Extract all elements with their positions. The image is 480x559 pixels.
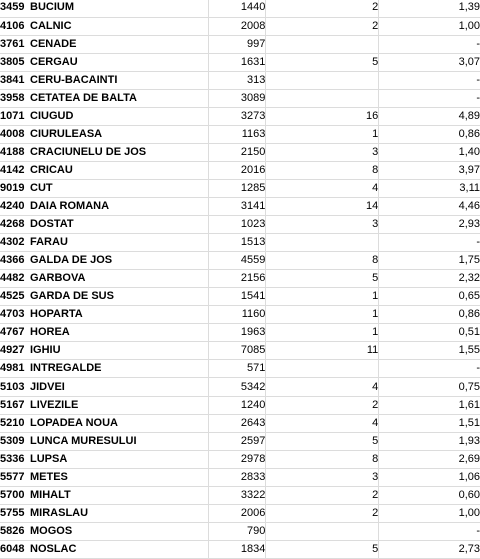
locality-cell[interactable]	[0, 540, 209, 558]
rate-cell[interactable]: 2,32	[379, 270, 480, 288]
population-cell[interactable]: 2597	[209, 432, 266, 450]
table-row	[0, 342, 480, 360]
locality-name: METES	[30, 470, 68, 483]
table-row	[0, 486, 480, 504]
locality-cell[interactable]	[0, 522, 209, 540]
locality-name: CALNIC	[30, 19, 72, 32]
count-cell[interactable]: 11	[266, 342, 379, 360]
population-cell[interactable]: 3322	[209, 486, 266, 504]
population-cell[interactable]: 3089	[209, 89, 266, 107]
locality-cell[interactable]	[0, 432, 209, 450]
locality-name: BUCIUM	[30, 1, 74, 14]
locality-code: 5755	[0, 506, 25, 519]
locality-name: DAIA ROMANA	[30, 200, 110, 213]
rate-cell[interactable]: 0,51	[379, 324, 480, 342]
locality-code: 4981	[0, 362, 25, 375]
locality-name: GALDA DE JOS	[30, 254, 113, 267]
locality-cell[interactable]	[0, 143, 209, 161]
rate-cell[interactable]: -	[379, 522, 480, 540]
locality-name: CERGAU	[30, 55, 78, 68]
locality-name: HOREA	[30, 326, 70, 339]
locality-cell[interactable]	[0, 89, 209, 107]
locality-code: 5336	[0, 452, 25, 465]
count-cell[interactable]: 5	[266, 432, 379, 450]
locality-name: MIRASLAU	[30, 506, 89, 519]
locality-cell[interactable]	[0, 486, 209, 504]
locality-cell[interactable]	[0, 216, 209, 234]
count-cell[interactable]	[266, 89, 379, 107]
rate-cell[interactable]: 2,69	[379, 450, 480, 468]
locality-cell[interactable]	[0, 234, 209, 252]
table-row	[0, 522, 480, 540]
rate-cell[interactable]: 1,00	[379, 504, 480, 522]
count-cell[interactable]	[266, 360, 379, 378]
locality-code: 3459	[0, 1, 25, 14]
count-cell[interactable]: 1	[266, 306, 379, 324]
table-row	[0, 234, 480, 252]
locality-name: MOGOS	[30, 524, 73, 537]
count-cell[interactable]: 2	[266, 504, 379, 522]
population-cell[interactable]: 1963	[209, 324, 266, 342]
count-cell[interactable]: 8	[266, 161, 379, 179]
rate-cell[interactable]: 3,97	[379, 161, 480, 179]
locality-cell[interactable]	[0, 35, 209, 53]
population-cell[interactable]: 1631	[209, 53, 266, 71]
rate-cell[interactable]: 0,86	[379, 125, 480, 143]
locality-cell[interactable]	[0, 360, 209, 378]
table-row	[0, 107, 480, 125]
rate-cell[interactable]: 2,93	[379, 216, 480, 234]
locality-code: 3805	[0, 55, 25, 68]
table-row	[0, 161, 480, 179]
table-row	[0, 540, 480, 558]
rate-cell[interactable]: 2,73	[379, 540, 480, 558]
locality-cell[interactable]	[0, 198, 209, 216]
table-row	[0, 450, 480, 468]
locality-name: CERU-BACAINTI	[30, 73, 118, 86]
rate-cell[interactable]: -	[379, 234, 480, 252]
locality-cell[interactable]	[0, 270, 209, 288]
population-cell[interactable]: 1163	[209, 125, 266, 143]
locality-code: 9019	[0, 181, 25, 194]
locality-cell[interactable]	[0, 504, 209, 522]
locality-code: 3958	[0, 91, 25, 104]
locality-code: 5210	[0, 416, 25, 429]
table-row	[0, 35, 480, 53]
population-cell[interactable]: 5342	[209, 378, 266, 396]
rate-cell[interactable]: 3,07	[379, 53, 480, 71]
table-row	[0, 143, 480, 161]
locality-name: CENADE	[30, 37, 77, 50]
locality-cell[interactable]	[0, 306, 209, 324]
count-cell[interactable]: 2	[266, 486, 379, 504]
population-cell[interactable]: 1440	[209, 0, 266, 17]
locality-code: 1071	[0, 109, 25, 122]
table-row	[0, 378, 480, 396]
locality-name: CRICAU	[30, 163, 73, 176]
locality-cell[interactable]	[0, 414, 209, 432]
table-row	[0, 306, 480, 324]
count-cell[interactable]: 5	[266, 270, 379, 288]
count-cell[interactable]: 1	[266, 125, 379, 143]
population-cell[interactable]: 571	[209, 360, 266, 378]
population-cell[interactable]: 4559	[209, 252, 266, 270]
locality-code: 5577	[0, 470, 25, 483]
locality-code: 4703	[0, 308, 25, 321]
locality-code: 3761	[0, 37, 25, 50]
table-row	[0, 71, 480, 89]
rate-cell[interactable]: -	[379, 71, 480, 89]
population-cell[interactable]: 1541	[209, 288, 266, 306]
rate-cell[interactable]: 3,11	[379, 179, 480, 197]
locality-cell[interactable]	[0, 125, 209, 143]
locality-code: 4525	[0, 290, 25, 303]
locality-cell[interactable]	[0, 161, 209, 179]
table-row	[0, 414, 480, 432]
locality-cell[interactable]	[0, 107, 209, 125]
table-row	[0, 179, 480, 197]
count-cell[interactable]: 14	[266, 198, 379, 216]
population-cell[interactable]: 3273	[209, 107, 266, 125]
locality-code: 6048	[0, 542, 25, 555]
population-cell[interactable]: 3141	[209, 198, 266, 216]
locality-code: 4302	[0, 236, 25, 249]
population-cell[interactable]: 2016	[209, 161, 266, 179]
locality-cell[interactable]	[0, 324, 209, 342]
locality-cell[interactable]	[0, 378, 209, 396]
rate-cell[interactable]: 1,00	[379, 17, 480, 35]
population-cell[interactable]: 2008	[209, 17, 266, 35]
locality-cell[interactable]	[0, 17, 209, 35]
count-cell[interactable]: 4	[266, 179, 379, 197]
locality-code: 4188	[0, 145, 25, 158]
rate-cell[interactable]: 0,75	[379, 378, 480, 396]
locality-code: 3841	[0, 73, 25, 86]
locality-name: NOSLAC	[30, 542, 77, 555]
population-cell[interactable]: 2006	[209, 504, 266, 522]
table-row	[0, 324, 480, 342]
rate-cell[interactable]: 0,86	[379, 306, 480, 324]
count-cell[interactable]	[266, 35, 379, 53]
locality-cell[interactable]	[0, 252, 209, 270]
table-row	[0, 396, 480, 414]
population-cell[interactable]: 1160	[209, 306, 266, 324]
table-row	[0, 53, 480, 71]
locality-name: LUPSA	[30, 452, 68, 465]
locality-name: DOSTAT	[30, 218, 74, 231]
count-cell[interactable]: 3	[266, 468, 379, 486]
locality-code: 5103	[0, 380, 25, 393]
locality-cell[interactable]	[0, 71, 209, 89]
locality-code: 4142	[0, 163, 25, 176]
rate-cell[interactable]: 1,51	[379, 414, 480, 432]
count-cell[interactable]	[266, 522, 379, 540]
table-row	[0, 0, 480, 17]
table-row	[0, 17, 480, 35]
locality-name: CUT	[30, 181, 53, 194]
table-row	[0, 89, 480, 107]
locality-cell[interactable]	[0, 53, 209, 71]
locality-cell[interactable]	[0, 288, 209, 306]
rate-cell[interactable]: -	[379, 35, 480, 53]
locality-code: 5700	[0, 488, 25, 501]
locality-cell[interactable]	[0, 342, 209, 360]
population-cell[interactable]: 7085	[209, 342, 266, 360]
rate-cell[interactable]: 1,55	[379, 342, 480, 360]
count-cell[interactable]: 3	[266, 143, 379, 161]
locality-name: JIDVEI	[30, 380, 65, 393]
locality-code: 4767	[0, 326, 25, 339]
locality-cell[interactable]	[0, 0, 209, 17]
locality-code: 4268	[0, 218, 25, 231]
rate-cell[interactable]: 1,40	[379, 143, 480, 161]
locality-code: 5309	[0, 434, 25, 447]
rate-cell[interactable]: 1,39	[379, 0, 480, 17]
count-cell[interactable]: 2	[266, 396, 379, 414]
locality-name: FARAU	[30, 236, 68, 249]
population-cell[interactable]: 2150	[209, 143, 266, 161]
count-cell[interactable]: 5	[266, 540, 379, 558]
population-cell[interactable]: 1023	[209, 216, 266, 234]
population-cell[interactable]: 1240	[209, 396, 266, 414]
population-cell[interactable]: 2833	[209, 468, 266, 486]
table-row	[0, 432, 480, 450]
count-cell[interactable]: 4	[266, 378, 379, 396]
locality-name: LOPADEA NOUA	[30, 416, 118, 429]
rate-cell[interactable]: 1,93	[379, 432, 480, 450]
rate-cell[interactable]: 1,75	[379, 252, 480, 270]
rate-cell[interactable]: 0,60	[379, 486, 480, 504]
locality-name: CRACIUNELU DE JOS	[30, 145, 147, 158]
locality-name: CIUGUD	[30, 109, 74, 122]
table-row	[0, 198, 480, 216]
population-cell[interactable]: 997	[209, 35, 266, 53]
locality-cell[interactable]	[0, 179, 209, 197]
population-cell[interactable]: 790	[209, 522, 266, 540]
count-cell[interactable]: 3	[266, 216, 379, 234]
locality-cell[interactable]	[0, 450, 209, 468]
locality-name: IGHIU	[30, 344, 61, 357]
locality-code: 5826	[0, 524, 25, 537]
population-cell[interactable]: 1834	[209, 540, 266, 558]
count-cell[interactable]: 1	[266, 324, 379, 342]
rate-cell[interactable]: 1,06	[379, 468, 480, 486]
locality-code: 4927	[0, 344, 25, 357]
table-row	[0, 288, 480, 306]
count-cell[interactable]: 16	[266, 107, 379, 125]
table-row	[0, 504, 480, 522]
locality-code: 4366	[0, 254, 25, 267]
count-cell[interactable]: 2	[266, 17, 379, 35]
locality-code: 4106	[0, 19, 25, 32]
population-cell[interactable]: 2643	[209, 414, 266, 432]
table-row	[0, 216, 480, 234]
table-row	[0, 125, 480, 143]
locality-name: LIVEZILE	[30, 398, 79, 411]
count-cell[interactable]: 2	[266, 0, 379, 17]
population-cell[interactable]: 1285	[209, 179, 266, 197]
population-cell[interactable]: 1513	[209, 234, 266, 252]
rate-cell[interactable]: 4,46	[379, 198, 480, 216]
population-cell[interactable]: 2978	[209, 450, 266, 468]
rate-cell[interactable]: -	[379, 360, 480, 378]
locality-name: CIURULEASA	[30, 127, 103, 140]
population-cell[interactable]: 2156	[209, 270, 266, 288]
rate-cell[interactable]: 0,65	[379, 288, 480, 306]
locality-cell[interactable]	[0, 396, 209, 414]
rate-cell[interactable]: 1,61	[379, 396, 480, 414]
locality-name: GARBOVA	[30, 272, 86, 285]
locality-code: 4240	[0, 200, 25, 213]
locality-name: CETATEA DE BALTA	[30, 91, 137, 104]
table-row	[0, 270, 480, 288]
locality-name: HOPARTA	[30, 308, 83, 321]
locality-name: LUNCA MURESULUI	[30, 434, 137, 447]
table-row	[0, 252, 480, 270]
rate-cell[interactable]: -	[379, 89, 480, 107]
population-cell[interactable]: 313	[209, 71, 266, 89]
count-cell[interactable]: 4	[266, 414, 379, 432]
count-cell[interactable]	[266, 71, 379, 89]
rate-cell[interactable]: 4,89	[379, 107, 480, 125]
locality-name: MIHALT	[30, 488, 71, 501]
table-row	[0, 360, 480, 378]
locality-code: 4008	[0, 127, 25, 140]
count-cell[interactable]: 5	[266, 53, 379, 71]
locality-name: INTREGALDE	[30, 362, 102, 375]
locality-code: 5167	[0, 398, 25, 411]
count-cell[interactable]	[266, 234, 379, 252]
count-cell[interactable]: 8	[266, 252, 379, 270]
locality-code: 4482	[0, 272, 25, 285]
locality-name: GARDA DE SUS	[30, 290, 114, 303]
count-cell[interactable]: 1	[266, 288, 379, 306]
count-cell[interactable]: 8	[266, 450, 379, 468]
locality-cell[interactable]	[0, 468, 209, 486]
table-row	[0, 468, 480, 486]
